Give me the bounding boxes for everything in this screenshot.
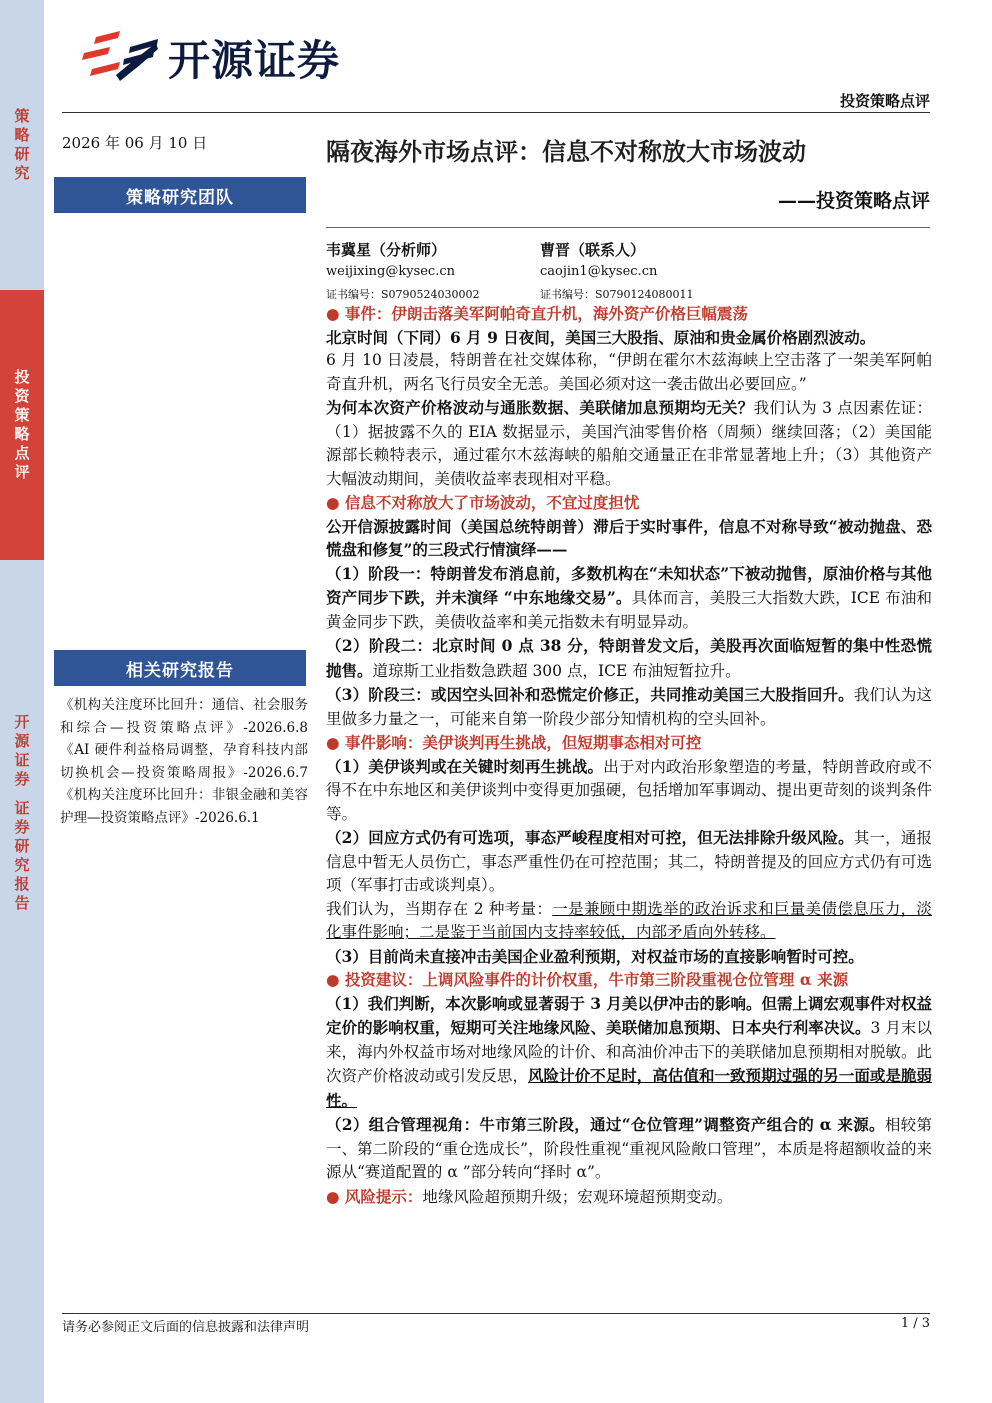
body-text: 地缘风险超预期升级；宏观环境超预期变动。 [422, 1187, 733, 1206]
footer-disclaimer: 请务必参阅正文后面的信息披露和法律声明 [62, 1320, 310, 1335]
paragraph [326, 826, 932, 898]
sidebar-char: 报 [14, 874, 30, 893]
company-logo [80, 28, 340, 88]
contact-card [540, 240, 694, 305]
paragraph [326, 1113, 932, 1185]
underlined-text: 一是兼顾中期选举的政治诉求和巨量美债偿息压力，淡化事件影响；二是鉴于当前国内支持率较低，内部矛盾向外转移。 [326, 899, 932, 941]
paragraph: （3）目前尚未直接冲击美国企业盈利预期，对权益市场的直接影响暂时可控。 [326, 946, 864, 966]
emphasis-text: （2）组合管理视角：牛市第三阶段，通过“仓位管理”调整资产组合的 α 来源。 [326, 1115, 885, 1134]
body-text: 我们认为 3 点因素佐证：（1）据披露不久的 EIA 数据显示，美国汽油零售价格（周频）继续回落；（2）美国能源部长赖特表示，通过霍尔木兹海峡的船舶交通量正在非常显著地上升；（3）其他资产大幅波动期间，美债收益率表现相对平稳。 [326, 399, 932, 488]
body-text: 具体而言，美股三大指数大跌，ICE 布油和黄金同步下跌，美债收益率和美元指数未有明显异动。 [326, 589, 932, 631]
body-text: 我们认为这里做多力量之一，可能来自第一阶段少部分知情机构的空头回补。 [326, 686, 932, 728]
section-heading-asymmetry: ● 信息不对称放大了市场波动，不宜过度担忧 [326, 493, 640, 512]
section-heading-risk: ● 风险提示： [326, 1186, 423, 1206]
sidebar-char: 源 [14, 731, 30, 750]
report-body [326, 302, 932, 1209]
paragraph: 6 月 10 日凌晨，特朗普在社交媒体称，“伊朗在霍尔木兹海峡上空击落了一架美军阿帕奇直升机，两名飞行员安全无恙。美国必须对这一袭击做出必要回应。” [326, 351, 932, 393]
section-heading-impact: ● 事件影响：美伊谈判再生挑战，但短期事态相对可控 [326, 733, 702, 752]
sidebar-char: 究 [14, 164, 30, 182]
emphasis-text: （1）我们判断，本次影响或显著弱于 3 月美以伊冲击的影响。但需上调宏观事件对权益定价的影响权重，短期可关注地缘风险、美联储加息预期、日本央行利率决议。 [326, 993, 932, 1037]
sidebar-label-strategy-research [0, 100, 44, 190]
contact-email[interactable]: caojin1@kysec.cn [540, 264, 658, 279]
left-sidebar [0, 0, 44, 1403]
risk-warning [326, 1185, 932, 1210]
team-section-header: 策略研究团队 [54, 177, 306, 213]
sidebar-char: 究 [14, 855, 30, 874]
sidebar-char: 投 [14, 368, 30, 386]
sidebar-char: 证 [14, 798, 30, 817]
emphasis-text: （1）美伊谈判或在关键时刻再生挑战。 [326, 756, 604, 776]
body-text: 3 月末以来，海内外权益市场对地缘风险的计价、和高油价冲击下的美联储加息预期相对脱敏。此次资产价格波动或引发反思， [326, 1019, 932, 1085]
sidebar-char: 策 [14, 406, 30, 424]
emphasis-text: （2）阶段二：北京时间 0 点 38 分，特朗普发文后，美股再次面临短暂的集中性恐慌抛售。 [326, 636, 932, 680]
title-divider [326, 227, 930, 228]
logo-mark-icon [80, 29, 162, 87]
emphasis-text: （3）阶段三：或因空头回补和恐慌定价修正，共同推动美国三大股指回升。 [326, 685, 854, 704]
paragraph [326, 396, 932, 491]
body-text: 道琼斯工业指数急跌超 300 点，ICE 布油短暂拉升。 [372, 661, 741, 680]
sidebar-char: 略 [14, 425, 30, 443]
logo-text: 开源证券 [168, 36, 341, 85]
related-reports-list [60, 694, 308, 829]
sidebar-char: 券 [14, 769, 30, 788]
page-title: 隔夜海外市场点评：信息不对称放大市场波动 [326, 137, 806, 166]
related-report-item[interactable]: 《机构关注度环比回升：非银金融和美容护理—投资策略点评》-2026.6.1 [60, 787, 308, 826]
paragraph [326, 898, 932, 945]
underlined-emphasis-text: 风险计价不足时，高估值和一致预期过强的另一面或是脆弱性。 [326, 1066, 932, 1110]
body-text: 相较第一、第二阶段的“重仓选成长”，阶段性重视“重视风险敞口管理”，本质是将超额收益的来源从“赛道配置的 α ”部分转向“择时 α”。 [326, 1116, 932, 1181]
body-text: 我们认为，当期存在 2 种考量： [326, 899, 553, 918]
paragraph [326, 634, 932, 683]
emphasis-text: （1）阶段一：特朗普发布消息前，多数机构在“未知状态”下被动抛售，原油价格与其他资产同步下跌，并未演绎 “中东地缘交易”。 [326, 563, 932, 607]
page-number: 1 / 3 [900, 1316, 930, 1331]
body-text: 其一，通报信息中暂无人员伤亡，事态严重性仍在可控范围；其二，特朗普提及的回应方式仍有可选项（军事打击或谈判桌）。 [326, 829, 932, 894]
sidebar-char: 评 [14, 463, 30, 481]
related-report-item[interactable]: 《AI 硬件利益格局调整，孕育科技内部切换机会—投资策略周报》-2026.6.7 [60, 742, 308, 781]
analyst-cert: 证书编号：S0790524030002 [326, 288, 480, 301]
sidebar-label-company-report [0, 705, 44, 920]
report-date: 2026 年 06 月 10 日 [62, 134, 208, 152]
paragraph: 北京时间（下同）6 月 9 日夜间，美国三大股指、原油和贵金属价格剧烈波动。 [326, 327, 876, 347]
emphasis-text: （2）回应方式仍有可选项，事态严峻程度相对可控，但无法排除升级风险。 [326, 828, 854, 847]
related-report-item[interactable]: 《机构关注度环比回升：通信、社会服务和综合—投资策略点评》-2026.6.8 [60, 697, 308, 736]
sidebar-label-strategy-comment [0, 290, 44, 560]
sidebar-char: 研 [14, 145, 30, 163]
paragraph [326, 755, 932, 827]
sidebar-char: 告 [14, 893, 30, 912]
paragraph [326, 992, 932, 1114]
paragraph [326, 562, 932, 635]
section-heading-suggestion: ● 投资建议：上调风险事件的计价权重，牛市第三阶段重视仓位管理 α 来源 [326, 970, 849, 989]
body-text: 出于对内政治形象塑造的考量，特朗普政府或不得不在中东地区和美伊谈判中变得更加强硬，包括增加军事调动、提出更苛刻的谈判条件等。 [326, 757, 932, 823]
paragraph: 公开信源披露时间（美国总统特朗普）滞后于实时事件，信息不对称导致“被动抛盘、恐慌盘和修复”的三段式行情演绎—— [326, 516, 932, 559]
contact-cert: 证书编号：S0790124080011 [540, 288, 694, 301]
emphasis-text: 为何本次资产价格波动与通胀数据、美联储加息预期均无关？ [326, 398, 754, 417]
analyst-email[interactable]: weijixing@kysec.cn [326, 264, 456, 279]
doc-type-tag: 投资策略点评 [839, 92, 930, 110]
page-subtitle: ——投资策略点评 [777, 190, 930, 212]
footer-divider [62, 1313, 930, 1314]
sidebar-char: 研 [14, 836, 30, 855]
analyst-name: 韦冀星（分析师） [326, 241, 447, 259]
sidebar-char: 资 [14, 387, 30, 405]
sidebar-char: 证 [14, 750, 30, 769]
sidebar-char: 略 [14, 126, 30, 144]
sidebar-char: 点 [14, 444, 30, 462]
analyst-card [326, 240, 480, 305]
sidebar-char: 策 [14, 107, 30, 125]
header-divider [62, 112, 930, 113]
contact-name: 曹晋（联系人） [540, 241, 646, 259]
section-heading-event: ● 事件：伊朗击落美军阿帕奇直升机，海外资产价格巨幅震荡 [326, 304, 748, 323]
paragraph [326, 683, 932, 731]
related-reports-header: 相关研究报告 [54, 650, 306, 686]
sidebar-char: 券 [14, 817, 30, 836]
sidebar-char: 开 [14, 712, 30, 731]
